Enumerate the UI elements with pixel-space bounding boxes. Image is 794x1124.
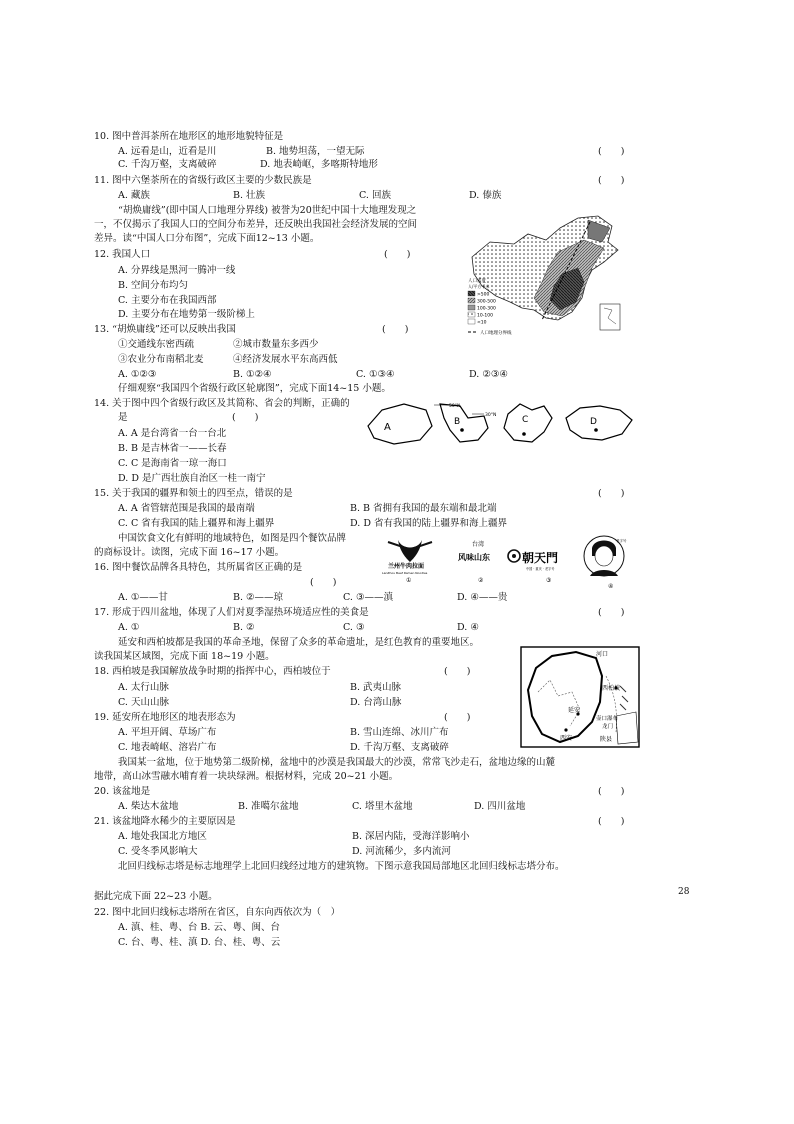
province-c-label: C <box>522 415 529 425</box>
q11-option-d: D. 傣族 <box>469 190 502 201</box>
q19-bracket: ( ) <box>444 712 471 723</box>
province-b-label: B <box>454 417 461 427</box>
q10-option-d: D. 地表崎岖，多喀斯特地形 <box>260 159 378 170</box>
latitude-30n-label: 30°N <box>485 413 497 418</box>
logo3-name: 朝天門 <box>522 551 559 565</box>
intro1-line2: 一，不仅揭示了我国人口的空间分布差异，还反映出我国社会经济发展的空间 <box>94 219 418 230</box>
q19-option-a: A. 平坦开阔、草场广布 <box>118 727 217 738</box>
q17-option-c: C. ③ <box>343 622 365 633</box>
q13-option-d: D. ②③④ <box>469 369 508 380</box>
legend-item-4: 10-100 <box>477 313 493 319</box>
q21-option-a: A. 地处我国北方地区 <box>118 831 207 842</box>
q16-option-b: B. ②——琼 <box>233 592 284 603</box>
q17-stem: 17. 形成于四川盆地，体现了人们对夏季湿热环境适应性的美食是 <box>94 607 369 618</box>
logo2-top: 台湾 <box>472 541 485 548</box>
q20-option-d: D. 四川盆地 <box>474 801 526 812</box>
restaurant-logos <box>362 532 642 590</box>
q10-option-a: A. 远看是山，近看是川 <box>118 146 217 157</box>
q20-option-a: A. 柴达木盆地 <box>118 801 179 812</box>
province-a-label: A <box>384 422 391 433</box>
intro6: 北回归线标志塔是标志地理学上北回归线经过地方的建筑物。下图示意我国局部地区北回归线标志塔分布。 <box>118 861 565 872</box>
logo4-name: 老字号 <box>616 539 627 543</box>
q16-option-c: C. ③——滇 <box>343 592 393 603</box>
region-map <box>520 646 640 748</box>
q12-option-c: C. 主要分布在我国西部 <box>118 295 217 306</box>
legend-item-3: 100-300 <box>477 306 496 312</box>
q22-stem: 22. 图中北回归线标志塔所在省区，自东向西依次为（ ） <box>94 907 341 918</box>
map-label-hukou: 壶口瀑布 <box>596 716 619 722</box>
q22-options-row2: C. 台、粤、桂、滇 D. 台、桂、粤、云 <box>118 937 281 948</box>
q16-option-d: D. ④——贵 <box>457 592 508 603</box>
q18-stem: 18. 西柏坡是我国解放战争时期的指挥中心，西柏坡位于 <box>94 666 331 677</box>
q18-option-c: C. 天山山脉 <box>118 697 169 708</box>
q14-option-d: D. D 是广西壮族自治区一桂一南宁 <box>118 473 266 484</box>
q10-bracket: ( ) <box>598 146 625 157</box>
intro4-line2: 读我国某区域图，完成下面 18~19 小题。 <box>94 651 275 662</box>
q13-option-3: ③农业分布南稻北麦 <box>118 354 204 365</box>
map-label-yanan: 延安 <box>568 707 581 714</box>
map-label-longmen: 龙门 <box>602 724 614 730</box>
q13-option-a: A. ①②③ <box>118 369 157 380</box>
legend-item-5: <10 <box>477 320 487 326</box>
q16-bracket: ( ) <box>310 577 337 588</box>
q21-option-d: D. 河流稀少，多内流河 <box>352 846 451 857</box>
intro1-line3: 差异。读“中国人口分布图”，完成下面12~13 小题。 <box>94 233 320 244</box>
logo1-name: 兰州牛肉拉面 <box>388 563 425 570</box>
q21-bracket: ( ) <box>598 816 625 827</box>
latitude-50n-label: 50°N <box>449 404 461 409</box>
q18-option-b: B. 武夷山脉 <box>350 682 402 693</box>
legend-line-label: 人口地理分界线 <box>480 331 512 336</box>
q12-option-a: A. 分界线是黑河一腾冲一线 <box>118 265 236 276</box>
q17-option-b: B. ② <box>233 622 255 633</box>
q11-stem: 11. 图中六堡茶所在的省级行政区主要的少数民族是 <box>94 175 312 186</box>
q20-stem: 20. 该盆地是 <box>94 786 151 797</box>
q21-option-b: B. 深居内陆，受海洋影响小 <box>352 831 470 842</box>
q13-option-2: ②城市数量东多西少 <box>233 339 319 350</box>
q14-stem-line1: 14. 关于图中四个省级行政区及其简称、省会的判断，正确的 <box>94 398 350 409</box>
q20-bracket: ( ) <box>598 786 625 797</box>
intro5-line2: 地带，高山冰雪融水哺育着一块块绿洲。根据材料，完成 20~21 小题。 <box>94 771 399 782</box>
legend-item-1: >500 <box>477 292 490 298</box>
q14-option-c: C. C 是海南省一琼一海口 <box>118 458 227 469</box>
q16-stem: 16. 图中餐饮品牌各具特色，其所属省区正确的是 <box>94 562 303 573</box>
q12-stem: 12. 我国人口 <box>94 249 151 260</box>
q18-bracket: ( ) <box>444 666 471 677</box>
q15-stem: 15. 关于我国的疆界和领土的四至点，错误的是 <box>94 488 293 499</box>
province-outlines <box>364 396 640 454</box>
intro3-line1: 中国饮食文化有鲜明的地域特色，如图是四个餐饮品牌 <box>118 533 347 544</box>
q15-option-a: A. A 省管辖范围是我国的最南端 <box>118 503 255 514</box>
logo3-number: ③ <box>546 577 552 584</box>
intro5-line1: 我国某一盆地，位于地势第二级阶梯，盆地中的沙漠是我国最大的沙漠，常常飞沙走石，盆地边缘的山麓 <box>118 757 556 768</box>
q22-options-row1: A. 滇、桂、粤、台 B. 云、粤、闽、台 <box>118 922 280 933</box>
q13-option-b: B. ①②④ <box>233 369 272 380</box>
q10-stem: 10. 图中普洱茶所在地形区的地形地貌特征是 <box>94 131 284 142</box>
q15-option-c: C. C 省有我国的陆上疆界和海上疆界 <box>118 518 275 529</box>
map-label-xibaipo: 西柏坡 <box>602 685 621 692</box>
q21-stem: 21. 该盆地降水稀少的主要原因是 <box>94 816 236 827</box>
q17-option-d: D. ④ <box>457 622 479 633</box>
q13-option-1: ①交通线东密西疏 <box>118 339 195 350</box>
q14-option-b: B. B 是吉林省一——长春 <box>118 443 227 454</box>
q17-bracket: ( ) <box>598 607 625 618</box>
map-label-hekou: 河口 <box>596 651 609 658</box>
logo2-number: ② <box>478 577 484 584</box>
q21-option-c: C. 受冬季风影响大 <box>118 846 198 857</box>
q13-stem: 13. “胡焕庸线”还可以反映出我国 <box>94 324 236 335</box>
q16-option-a: A. ①——甘 <box>118 592 168 603</box>
q10-option-c: C. 千沟万壑，支离破碎 <box>118 159 217 170</box>
q13-option-4: ④经济发展水平东高西低 <box>233 354 338 365</box>
q19-option-d: D. 千沟万壑、支离破碎 <box>350 742 449 753</box>
q18-option-d: D. 台湾山脉 <box>350 697 402 708</box>
province-d-label: D <box>590 417 597 427</box>
q15-option-b: B. B 省拥有我国的最东端和最北端 <box>350 503 497 514</box>
q14-stem-line2: 是 <box>118 412 128 423</box>
q19-option-b: B. 雪山连绵、冰川广布 <box>350 727 449 738</box>
q11-option-b: B. 壮族 <box>233 190 266 201</box>
q14-bracket: ( ) <box>232 412 259 423</box>
q15-bracket: ( ) <box>598 488 625 499</box>
logo1-number: ① <box>406 577 412 584</box>
q15-option-d: D. D 省有我国的陆上疆界和海上疆界 <box>350 518 507 529</box>
intro1-line1: “胡焕庸线”(即中国人口地理分界线) 被誉为20世纪中国十大地理发现之 <box>118 205 417 216</box>
legend-item-2: 300-500 <box>477 299 496 305</box>
q19-stem: 19. 延安所在地形区的地表形态为 <box>94 712 236 723</box>
legend-title: 人口密度 <box>468 279 486 284</box>
population-map <box>462 212 632 344</box>
q13-bracket: ( ) <box>382 324 409 335</box>
q11-option-a: A. 藏族 <box>118 190 150 201</box>
q20-option-c: C. 塔里木盆地 <box>352 801 413 812</box>
q18-option-a: A. 太行山脉 <box>118 682 169 693</box>
q14-option-a: A. A 是台湾省一台一台北 <box>118 428 227 439</box>
logo3-sub: 中国 · 重庆 · 老字号 <box>526 567 555 571</box>
q10-option-b: B. 地势坦荡，一望无际 <box>266 146 365 157</box>
q12-option-d: D. 主要分布在地势第一级阶梯上 <box>118 309 255 320</box>
page-number: 28 <box>678 887 690 897</box>
legend-unit: 人/平方千米 <box>468 284 490 289</box>
q20-option-b: B. 准噶尔盆地 <box>238 801 299 812</box>
map-label-tongguan: 陕县 <box>600 736 613 743</box>
q11-bracket: ( ) <box>598 175 625 186</box>
intro7: 据此完成下面 22~23 小题。 <box>94 891 218 902</box>
q19-option-c: C. 地表崎岖、溶岩广布 <box>118 742 217 753</box>
q17-option-a: A. ① <box>118 622 140 633</box>
logo2-name: 风味山东 <box>458 553 490 562</box>
q12-option-b: B. 空间分布均匀 <box>118 280 189 291</box>
logo4-number: ④ <box>608 583 614 590</box>
q13-option-c: C. ①③④ <box>356 369 395 380</box>
intro2: 仔细观察“我国四个省级行政区轮廓图”，完成下面14~15 小题。 <box>118 383 391 394</box>
logo1-english: LanZhou Beef Ramen Noodles <box>382 571 428 575</box>
intro4-line1: 延安和西柏坡都是我国的革命圣地，保留了众多的革命遗址，是红色教育的重要地区。 <box>118 637 480 648</box>
q11-option-c: C. 回族 <box>359 190 391 201</box>
intro3-line2: 的商标设计。读图，完成下面 16~17 小题。 <box>94 547 285 558</box>
map-label-xian: 西安 <box>560 735 573 742</box>
q12-bracket: ( ) <box>384 249 411 260</box>
